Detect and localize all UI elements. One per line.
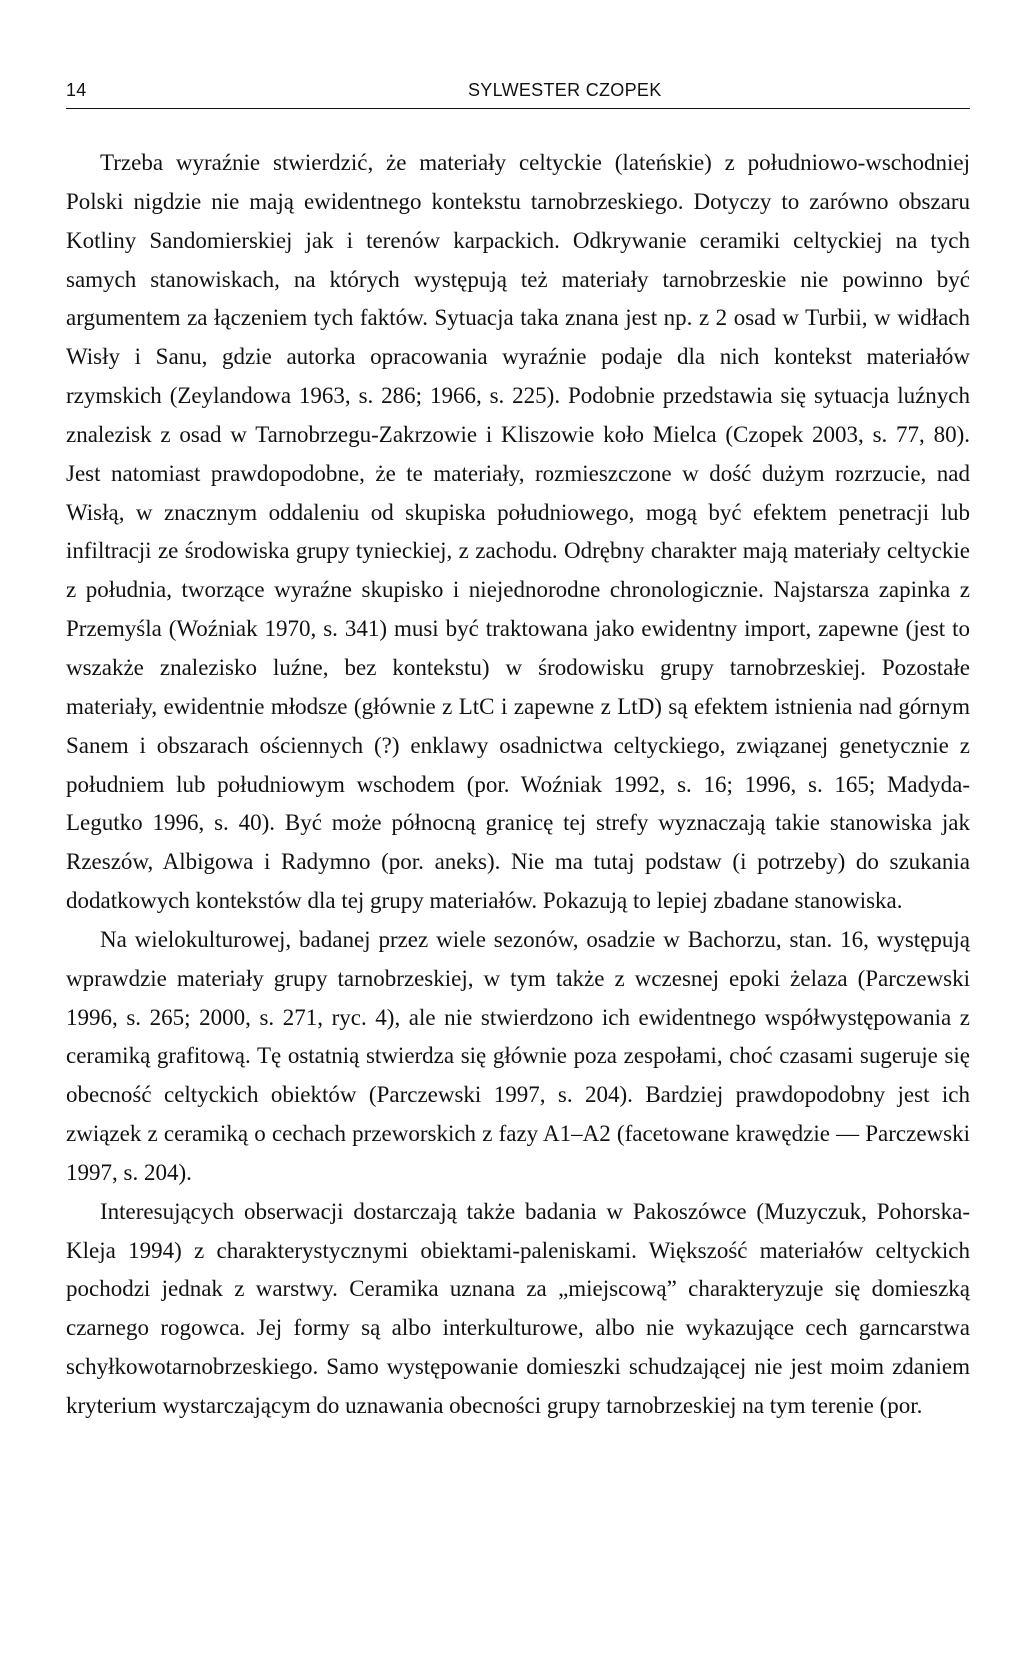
paragraph: Trzeba wyraźnie stwierdzić, że materiały celtyckie (lateńskie) z południowo-wschodniej Polski nigdzie nie mają ewidentnego kontekstu tarnobrzeskiego. Dotyczy to zarówno obszaru Kotliny Sandomierskiej jak i terenów karpackich. Odkrywanie ceramiki celtyckiej na tych samych stanowiskach, na których występują też materiały tarnobrzeskie nie powinno być argumentem za łączeniem tych faktów. Sytuacja taka znana jest np. z 2 osad w Turbii, w widłach Wisły i Sanu, gdzie autorka opracowania wyraźnie podaje dla nich kontekst materiałów rzymskich (Zeylandowa 1963, s. 286; 1966, s. 225). Podobnie przedstawia się sytuacja luźnych znalezisk z osad w Tarnobrzegu-Zakrzowie i Kliszowie koło Mielca (Czopek 2003, s. 77, 80). Jest natomiast prawdopodobne, że te materiały, rozmieszczone w dość dużym rozrzucie, nad Wisłą, w znacznym oddaleniu od skupiska południowego, mogą być efektem penetracji lub infiltracji ze środowiska grupy tynieckiej, z zachodu. Odrębny charakter mają materiały celtyckie z południa, tworzące wyraźne skupisko i niejednorodne chronologicznie. Najstarsza zapinka z Przemyśla (Woźniak 1970, s. 341) musi być traktowana jako ewidentny import, zapewne (jest to wszakże znalezisko luźne, bez kontekstu) w środowisku grupy tarnobrzeskiej. Pozostałe materiały, ewidentnie młodsze (głównie z LtC i zapewne z LtD) są efektem istnienia nad górnym Sanem i obszarach ościennych (?) enklawy osadnictwa celtyckiego, związanej genetycznie z południem lub południowym wschodem (por. Woźniak 1992, s. 16; 1996, s. 165; Madyda-Legutko 1996, s. 40). Być może północną granicę tej strefy wyznaczają takie stanowiska jak Rzeszów, Albigowa i Radymno (por. aneks). Nie ma tutaj podstaw (i potrzeby) do szukania dodatkowych kontekstów dla tej grupy materiałów. Pokazują to lepiej zbadane stanowiska.	[66, 150, 970, 914]
page-number: 14	[66, 80, 87, 100]
body-text	[66, 144, 970, 1426]
running-head	[66, 78, 970, 109]
paragraph: Interesujących obserwacji dostarczają także badania w Pakoszówce (Muzyczuk, Pohorska-Kleja 1994) z charakterystycznymi obiektami-paleniskami. Większość materiałów celtyckich pochodzi jednak z warstwy. Ceramika uznana za „miejscową” charakteryzuje się domieszką czarnego rogowca. Jej formy są albo interkulturowe, albo nie wykazujące cech garncarstwa schyłkowotarnobrzeskiego. Samo występowanie domieszki schudzającej nie jest moim zdaniem kryterium wystarczającym do uznawania obecności grupy tarnobrzeskiej na tym terenie (por.	[66, 1198, 970, 1418]
running-title: SYLWESTER CZOPEK	[468, 80, 662, 100]
paragraph: Na wielokulturowej, badanej przez wiele sezonów, osadzie w Bachorzu, stan. 16, występują wprawdzie materiały grupy tarnobrzeskiej, w tym także z wczesnej epoki żelaza (Parczewski 1996, s. 265; 2000, s. 271, ryc. 4), ale nie stwierdzono ich ewidentnego współwystępowania z ceramiką grafitową. Tę ostatnią stwierdza się głównie poza zespołami, choć czasami sugeruje się obecność celtyckich obiektów (Parczewski 1997, s. 204). Bardziej prawdopodobny jest ich związek z ceramiką o cechach przeworskich z fazy A1–A2 (facetowane krawędzie — Parczewski 1997, s. 204).	[66, 926, 970, 1185]
